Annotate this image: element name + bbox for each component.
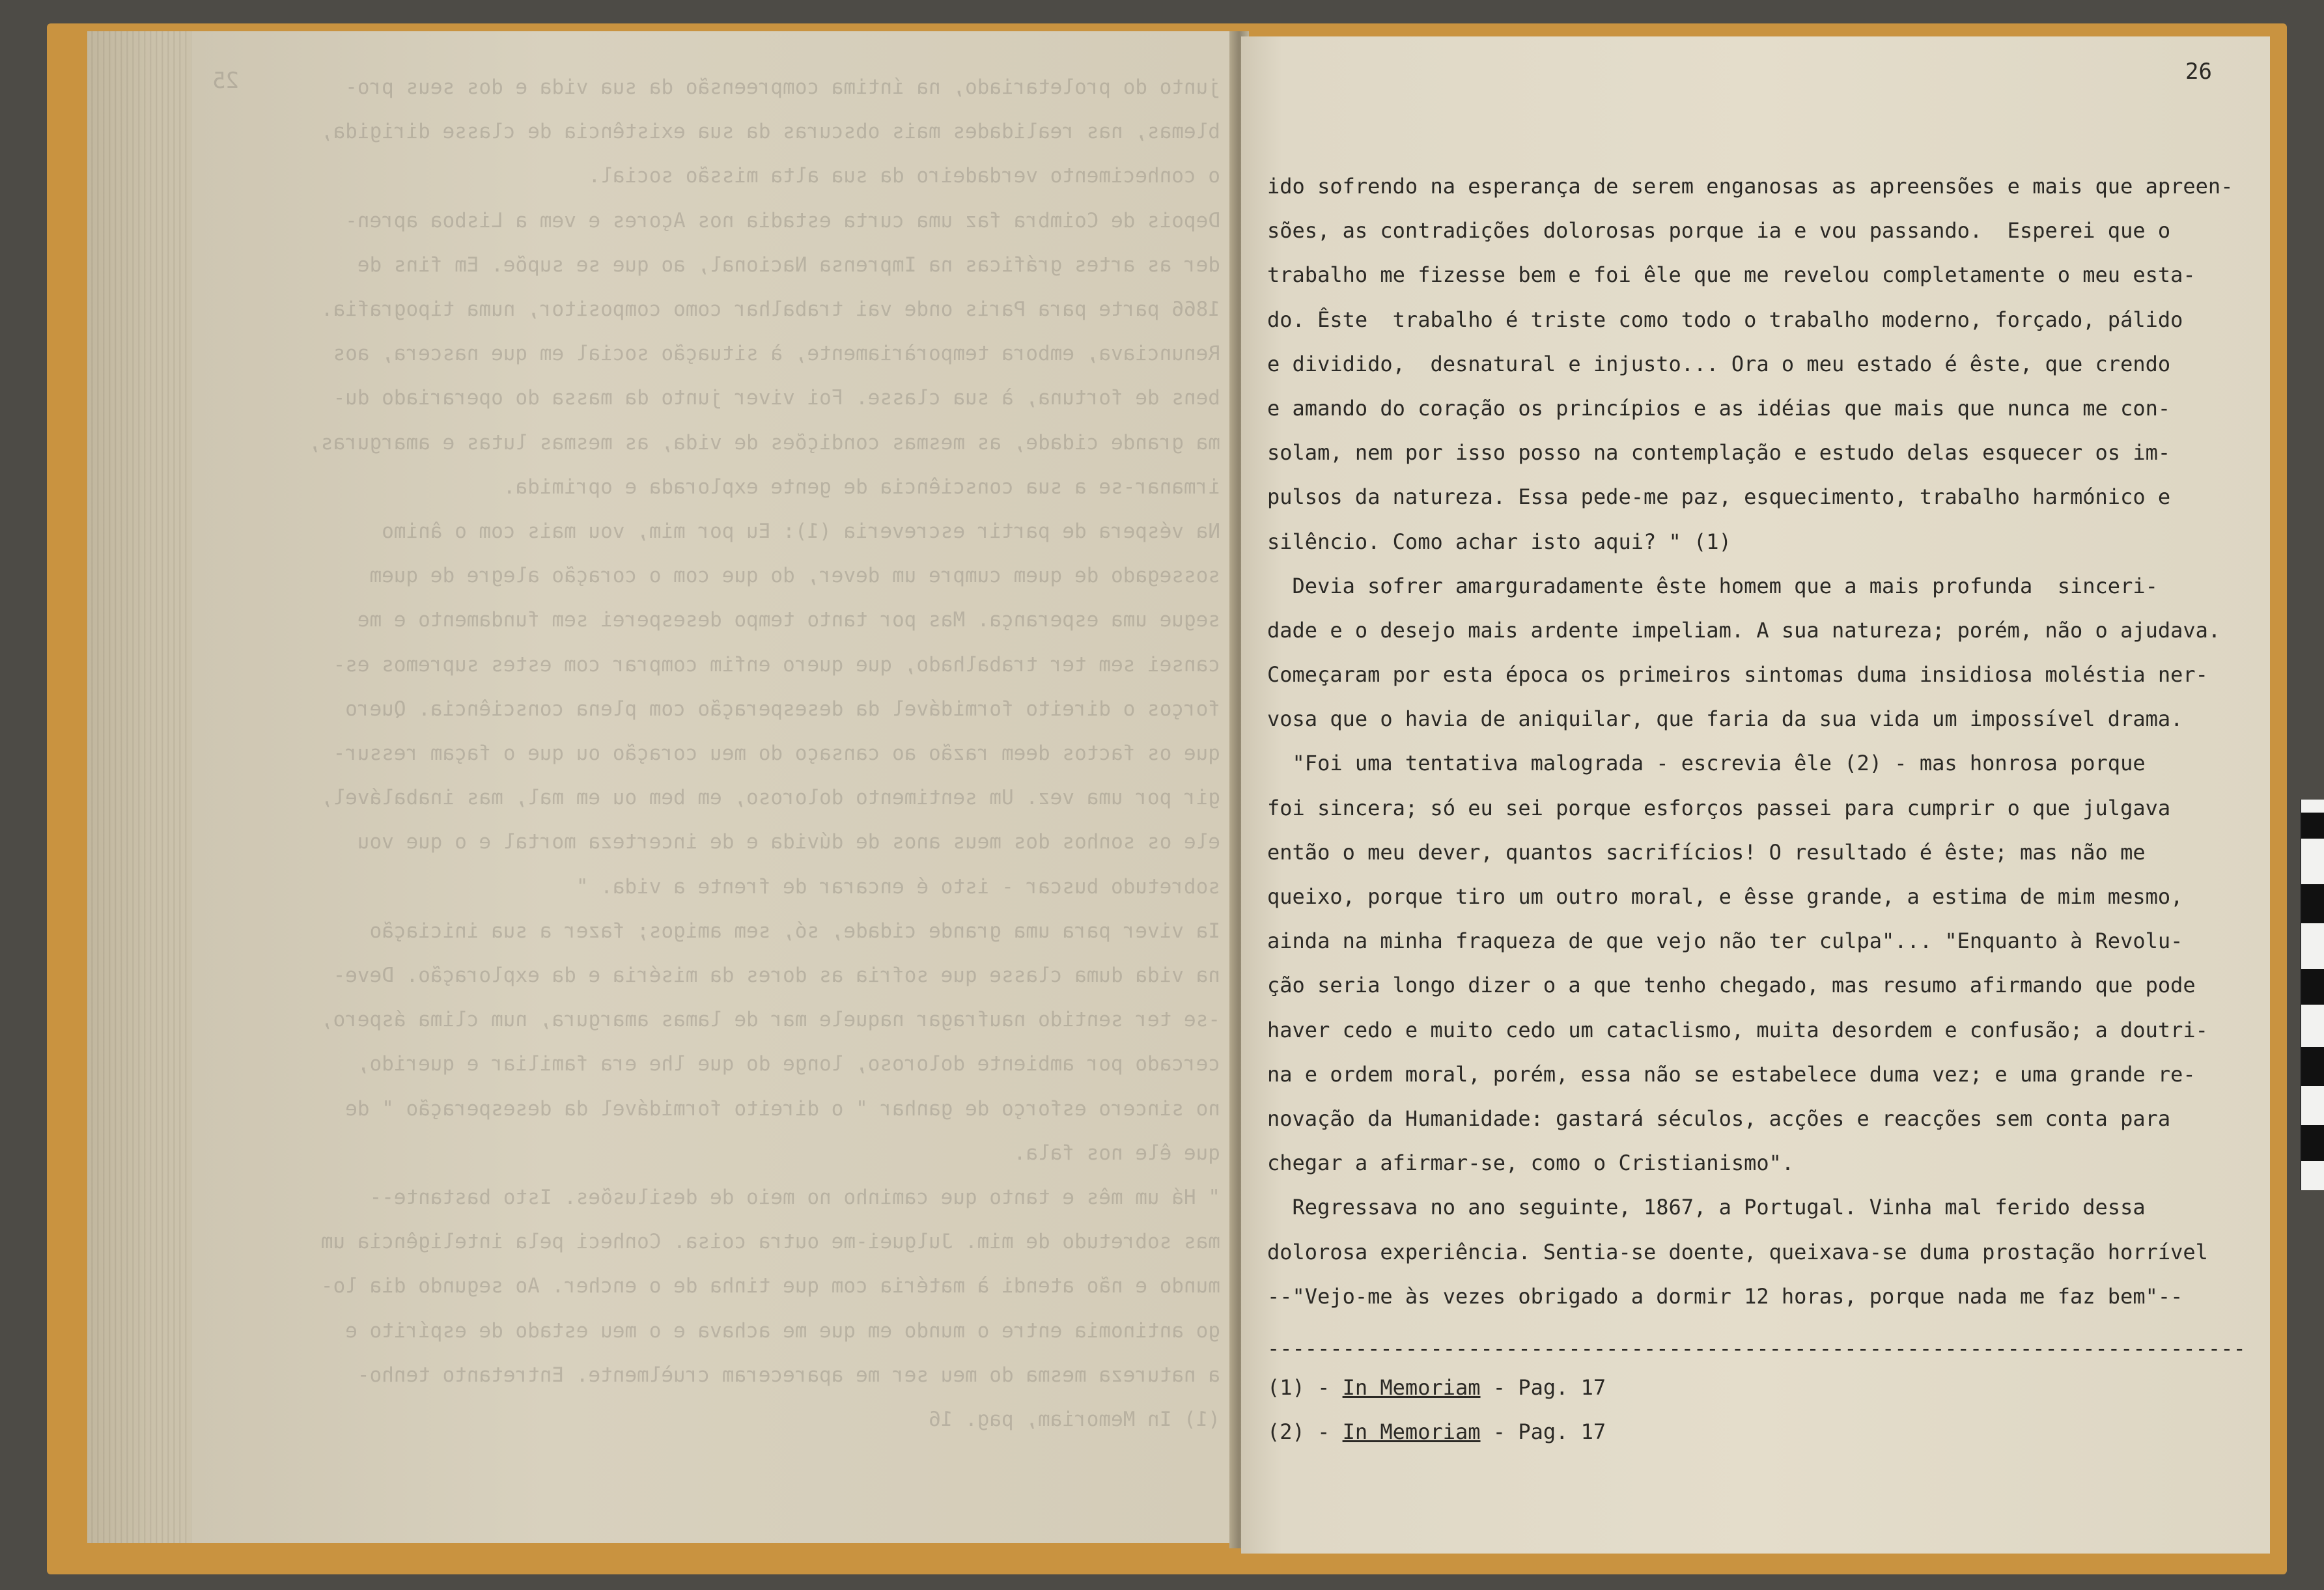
bleed-line: ma grande cidade, as mesmas condições de vida, as mesmas lutas e amarguras, — [309, 430, 1220, 454]
footnote-2 — [1267, 1419, 1606, 1444]
text-line: chegar a afirmar-se, como o Cristianismo". — [1267, 1151, 1795, 1176]
text-line: foi sincera; só eu sei porque esforços passei para cumprir o que julgava — [1267, 795, 2171, 820]
bleed-line: 1866 parte para Paris onde vai trabalhar como compositor, numa tipografia. — [320, 298, 1220, 322]
bleed-line: segue uma esperança. Mas por tanto tempo desesperei sem fundamento e me — [357, 608, 1220, 632]
bleed-line: Renunciava, embora temporàriamente, à situação social em que nascera, aos — [333, 342, 1220, 366]
bleed-line: bens de fortuna, à sua classe. Foi viver junto da massa do operariado du- — [333, 386, 1220, 410]
bleed-line: cansei sem ter trabalhado, que quero enfim comprar com estes supremos es- — [333, 652, 1220, 676]
left-page-footnote: (1) In Memoriam, pag. 16 — [929, 1408, 1220, 1432]
bleed-line: mas sobretudo de mim. Julguei-me outra coisa. Conheci pela inteligência um — [320, 1230, 1220, 1254]
bleed-line: a natureza mesma do meu ser me apareceram cruèlmente. Entretanto tenho- — [357, 1363, 1220, 1387]
bleed-line: forços o direito formidável da desesperação com plena consciência. Quero — [345, 697, 1220, 721]
text-line: "Foi uma tentativa malograda - escrevia êle (2) - mas honrosa porque — [1267, 751, 2146, 776]
footnote-separator: ------------------------------------------------------------------------------ — [1267, 1336, 2246, 1361]
text-line: novação da Humanidade: gastará séculos, acções e reacções sem conta para — [1267, 1106, 2171, 1131]
text-line: haver cedo e muito cedo um cataclismo, muita desordem e confusão; a doutri- — [1267, 1017, 2208, 1042]
bleed-line: ele os sonhos dos meus anos de dúvida e de incerteza mortal e o que vou — [357, 830, 1220, 854]
right-page-number: 26 — [2185, 59, 2212, 85]
bleed-line: Ia viver para uma grande cidade, só, sem amigos; fazer a sua iniciação — [369, 919, 1220, 943]
bleed-line: gir por uma vez. Um sentimento doloroso, em bem ou em mal, mas inabalável, — [320, 786, 1220, 810]
bleed-line: o conhecimento verdadeiro da sua alta missão social. — [588, 164, 1220, 188]
left-page-bleed-through-text — [191, 65, 1220, 1543]
bleed-line: no sincero esforço de ganhar " o direito formidável da desesperação " de — [345, 1096, 1220, 1121]
text-line: trabalho me fizesse bem e foi êle que me revelou completamente o meu esta- — [1267, 262, 2196, 288]
bleed-line: junto do proletariado, na íntima compreensão da sua vida e dos seus pro- — [345, 76, 1220, 99]
text-line: vosa que o havia de aniquilar, que faria da sua vida um impossível drama. — [1267, 706, 2183, 732]
bleed-line: sossegado de quem cumpre um dever, do que com o coração alegre de quem — [369, 564, 1220, 588]
bleed-line: que os factos deem razão ao cansaço do meu coração ou que o façam ressur- — [333, 742, 1220, 766]
bleed-line: na vida duma classe que sofria as dores da miséria e da exploração. Deve- — [333, 964, 1220, 988]
bleed-line: Na véspera de partir escreveria (1): Eu por mim, vou mais com o ânimo — [382, 520, 1220, 544]
text-line: --"Vejo-me às vezes obrigado a dormir 12 horas, porque nada me faz bem"-- — [1267, 1283, 2183, 1309]
page-edges — [87, 31, 191, 1543]
scale-block — [2301, 969, 2324, 1005]
text-line: ido sofrendo na esperança de serem enganosas as apreensões e mais que apreen- — [1267, 174, 2233, 199]
text-line: solam, nem por isso posso na contemplação e estudo delas esquecer os im- — [1267, 440, 2171, 466]
bleed-line: blemas, nas realidades mais obscuras da sua existência de classe dirigida, — [320, 120, 1220, 144]
color-scale-bar — [2300, 800, 2324, 1190]
text-line: Regressava no ano seguinte, 1867, a Portugal. Vinha mal ferido dessa — [1267, 1195, 2146, 1220]
footnote-1 — [1267, 1375, 1606, 1400]
footnote-prefix: (1) - — [1267, 1375, 1343, 1400]
text-line: Devia sofrer amarguradamente êste homem que a mais profunda sinceri- — [1267, 573, 2158, 598]
bleed-line: -se ter sentido naufragar naquele mar de lamas amargura, num clima áspero, — [320, 1008, 1220, 1032]
text-line: ção seria longo dizer o a que tenho chegado, mas resumo afirmando que pode — [1267, 973, 2196, 998]
bleed-line: " Há um mês e tanto que caminho no meio de desilusões. Isto bastante-- — [369, 1186, 1220, 1210]
bleed-line: go antinomia entre o mundo em que me achava e o meu estado de espírito e — [345, 1318, 1220, 1343]
scale-block — [2301, 813, 2324, 839]
text-line: do. Êste trabalho é triste como todo o trabalho moderno, forçado, pálido — [1267, 307, 2183, 332]
text-line: dolorosa experiência. Sentia-se doente, queixava-se duma prostação horrível — [1267, 1239, 2208, 1264]
scale-block — [2301, 1047, 2324, 1086]
bleed-line: der as artes gráficas na Imprensa Nacional, ao que se supõe. Em fins de — [357, 253, 1220, 277]
text-line: Começaram por esta época os primeiros sintomas duma insidiosa moléstia ner- — [1267, 662, 2208, 688]
bleed-line: irmanar-se a sua consciência de gente explorada e oprimida. — [503, 475, 1220, 499]
footnote-prefix: (2) - — [1267, 1419, 1343, 1444]
footnote-title: In Memoriam — [1342, 1419, 1481, 1444]
scale-block — [2301, 884, 2324, 923]
left-page-number: 25 — [212, 68, 239, 94]
text-line: e amando do coração os princípios e as idéias que mais que nunca me con- — [1267, 395, 2171, 421]
text-line: dade e o desejo mais ardente impeliam. A sua natureza; porém, não o ajudava. — [1267, 617, 2221, 643]
bleed-line: sobretudo buscar - isto é encarar de frente a vida. " — [576, 874, 1220, 899]
bleed-line: cercado por ambiente doloroso, longe do que lhe era familiar e querido, — [357, 1052, 1220, 1076]
text-line: silêncio. Como achar isto aqui? " (1) — [1267, 529, 1731, 554]
scale-block — [2301, 1125, 2324, 1161]
text-line: na e ordem moral, porém, essa não se estabelece duma vez; e uma grande re- — [1267, 1061, 2196, 1087]
right-page-body — [1267, 164, 2270, 1318]
bleed-line: que êle nos fala. — [1013, 1141, 1220, 1165]
footnote-suffix: - Pag. 17 — [1480, 1419, 1606, 1444]
text-line: sões, as contradições dolorosas porque ia e vou passando. Esperei que o — [1267, 218, 2171, 244]
bleed-line: Depois de Coimbra faz uma curta estadia nos Açores e vem a Lisboa apren- — [345, 208, 1220, 232]
footnote-suffix: - Pag. 17 — [1480, 1375, 1606, 1400]
bleed-line: mundo e não atendi à matéria com que tinha de o encher. Ao segundo dia lo- — [320, 1274, 1220, 1298]
text-line: então o meu dever, quantos sacrifícios! O resultado é êste; mas não me — [1267, 839, 2146, 865]
text-line: pulsos da natureza. Essa pede-me paz, esquecimento, trabalho harmónico e — [1267, 484, 2171, 510]
text-line: e dividido, desnatural e injusto... Ora o meu estado é êste, que crendo — [1267, 351, 2171, 376]
text-line: ainda na minha fraqueza de que vejo não ter culpa"... "Enquanto à Revolu- — [1267, 928, 2183, 954]
footnote-title: In Memoriam — [1342, 1375, 1481, 1400]
text-line: queixo, porque tiro um outro moral, e êsse grande, a estima de mim mesmo, — [1267, 884, 2183, 909]
